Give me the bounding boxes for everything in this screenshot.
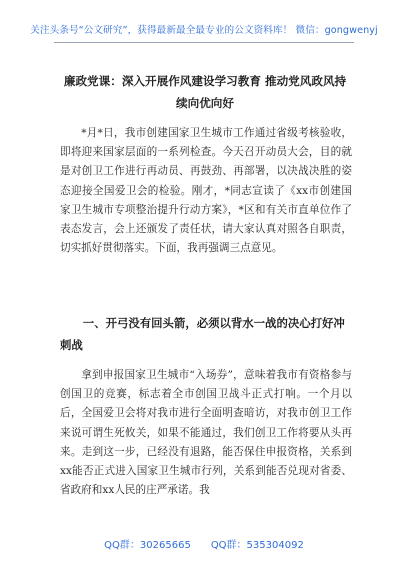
- body-paragraph-2: 拿到申报国家卫生城市“入场券”，意味着我市有资格参与创国卫的竞赛，标志着全市创国卫战斗正式打响。一个月以后，全国爱卫会将对我市进行全面明查暗访，对我市创卫工作来说可谓生死攸关，如果不能通过，我们创卫工作将要从头再来。走到这一步，已经没有退路，能否保住申报资格，关系到xx能否正式进入国家卫生城市行列，关系到能否兑现对省委、省政府和xx人民的庄严承诺。我: [60, 369, 352, 497]
- header-banner: 关注头条号“公文研究”，获得最新最全最专业的公文资料库！ 微信：gongwenyj: [30, 25, 378, 36]
- footer-contact: [0, 536, 408, 551]
- header-divider: [54, 42, 354, 43]
- footer-qq-group-2: QQ群：535304092: [210, 540, 304, 551]
- section-heading-1: 一、开弓没有回头箭，必须以背水一战的决心打好冲刺战: [60, 316, 345, 352]
- document-title: 廉政党课：深入开展作风建设学习教育 推动党风政风持续向优向好: [63, 74, 347, 110]
- footer-qq-group-1: QQ群：30265665: [104, 540, 191, 551]
- body-paragraph-1: *月*日，我市创建国家卫生城市工作通过省级考核验收，即将迎来国家层面的一系列检查。今天召开动员大会，目的就是对创卫工作进行再动员、再鼓劲、再部署，以决战决胜的姿态迎接全国爱卫会的检验。刚才，*同志宣读了《xx市创建国家卫生城市专项整治提升行动方案》，*区和有关市直单位作了表态发言，会上还颁发了责任状，请大家认真对照各自职责，切实抓好贯彻落实。下面，我再强调三点意见。: [60, 127, 352, 255]
